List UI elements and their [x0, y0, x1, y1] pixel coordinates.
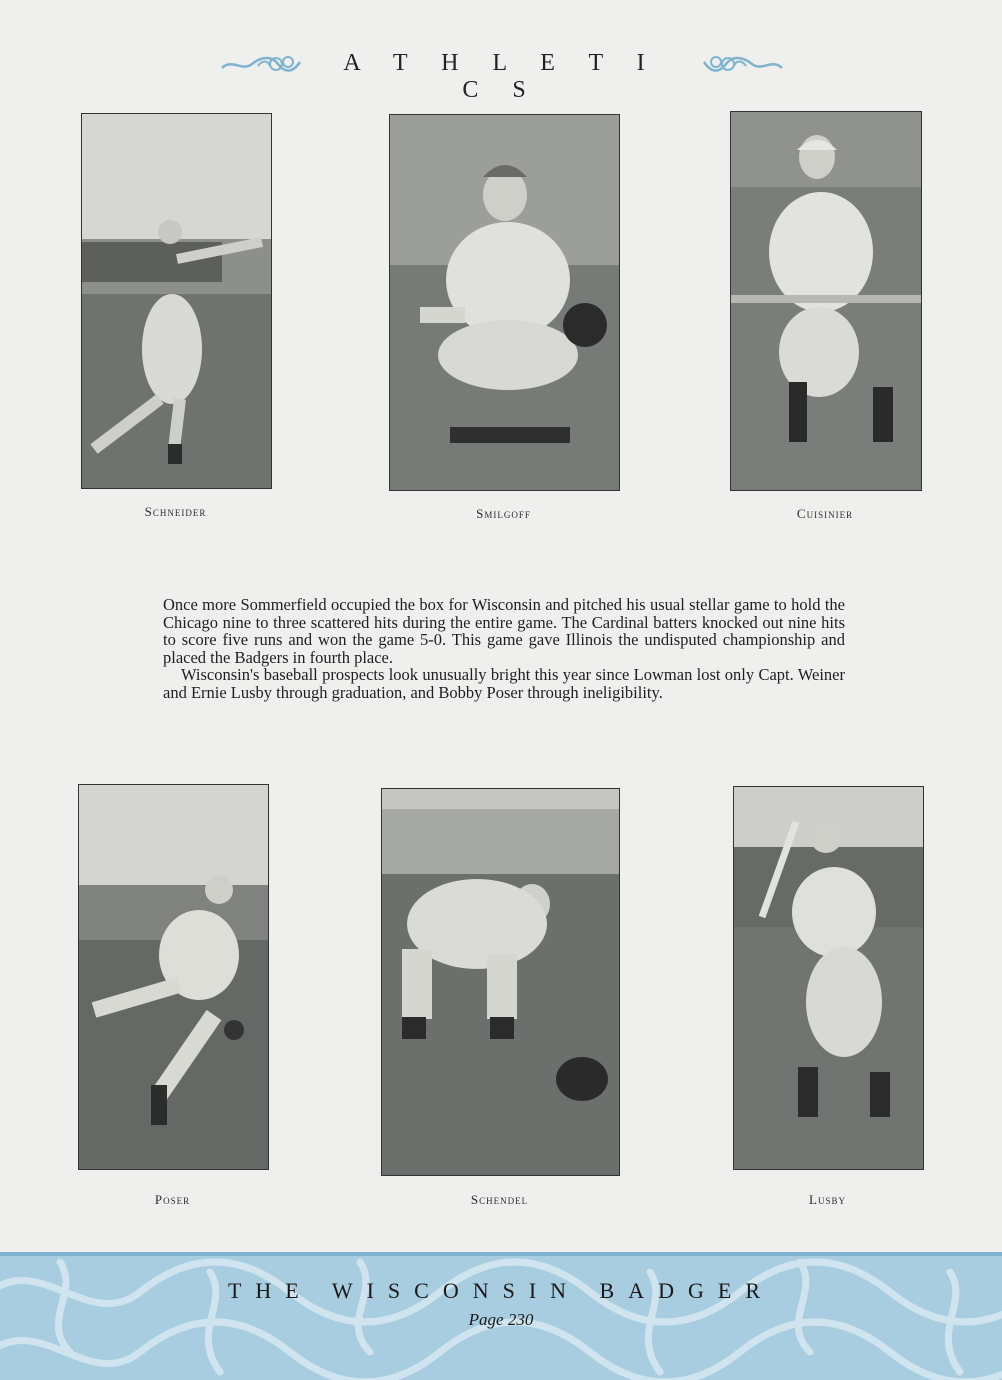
footer-rule: [0, 1252, 1002, 1256]
player-photo-poser: [78, 784, 269, 1170]
player-photo-schendel: [381, 788, 620, 1176]
baseball-player-illustration: [390, 115, 619, 490]
article-text: [163, 596, 845, 701]
baseball-player-illustration: [731, 112, 921, 490]
baseball-player-illustration: [79, 785, 268, 1169]
photo-caption: Schendel: [470, 1192, 529, 1207]
photo-caption: Lusby: [809, 1192, 846, 1207]
paragraph: Wisconsin's baseball prospects look unusually bright this year since Lowman lost only Capt. Weiner and Ernie Lusby through graduation, and Bobby Poser through ineligibility.: [163, 665, 845, 702]
baseball-player-illustration: [82, 114, 271, 488]
photo-caption: Cuisinier: [796, 506, 854, 521]
player-photo-smilgoff: [389, 114, 620, 491]
publication-title: THE WISCONSIN BADGER: [227, 1278, 775, 1303]
baseball-player-illustration: [382, 789, 619, 1175]
photo-caption: Poser: [154, 1192, 191, 1207]
photo-caption: Smilgoff: [476, 506, 531, 521]
baseball-player-illustration: [734, 787, 923, 1169]
scroll-ornament-icon: [702, 52, 784, 76]
photo-caption: Schneider: [144, 504, 207, 519]
page-title: A T H L E T I C S: [343, 50, 659, 103]
scroll-ornament-icon: [220, 52, 302, 76]
player-photo-lusby: [733, 786, 924, 1170]
page-header: [0, 48, 1002, 103]
paragraph: Once more Sommerfield occupied the box for Wisconsin and pitched his usual stellar game to hold the Chicago nine to three scattered hits during the entire game. The Cardinal batters knocked out nine hits to score five runs and won the game 5-0. This game gave Illinois the undisputed championship and placed the Badgers in fourth place.: [163, 595, 845, 667]
page-footer: [0, 1252, 1002, 1380]
page-number: Page 230: [468, 1310, 534, 1329]
player-photo-schneider: [81, 113, 272, 489]
player-photo-cuisinier: [730, 111, 922, 491]
